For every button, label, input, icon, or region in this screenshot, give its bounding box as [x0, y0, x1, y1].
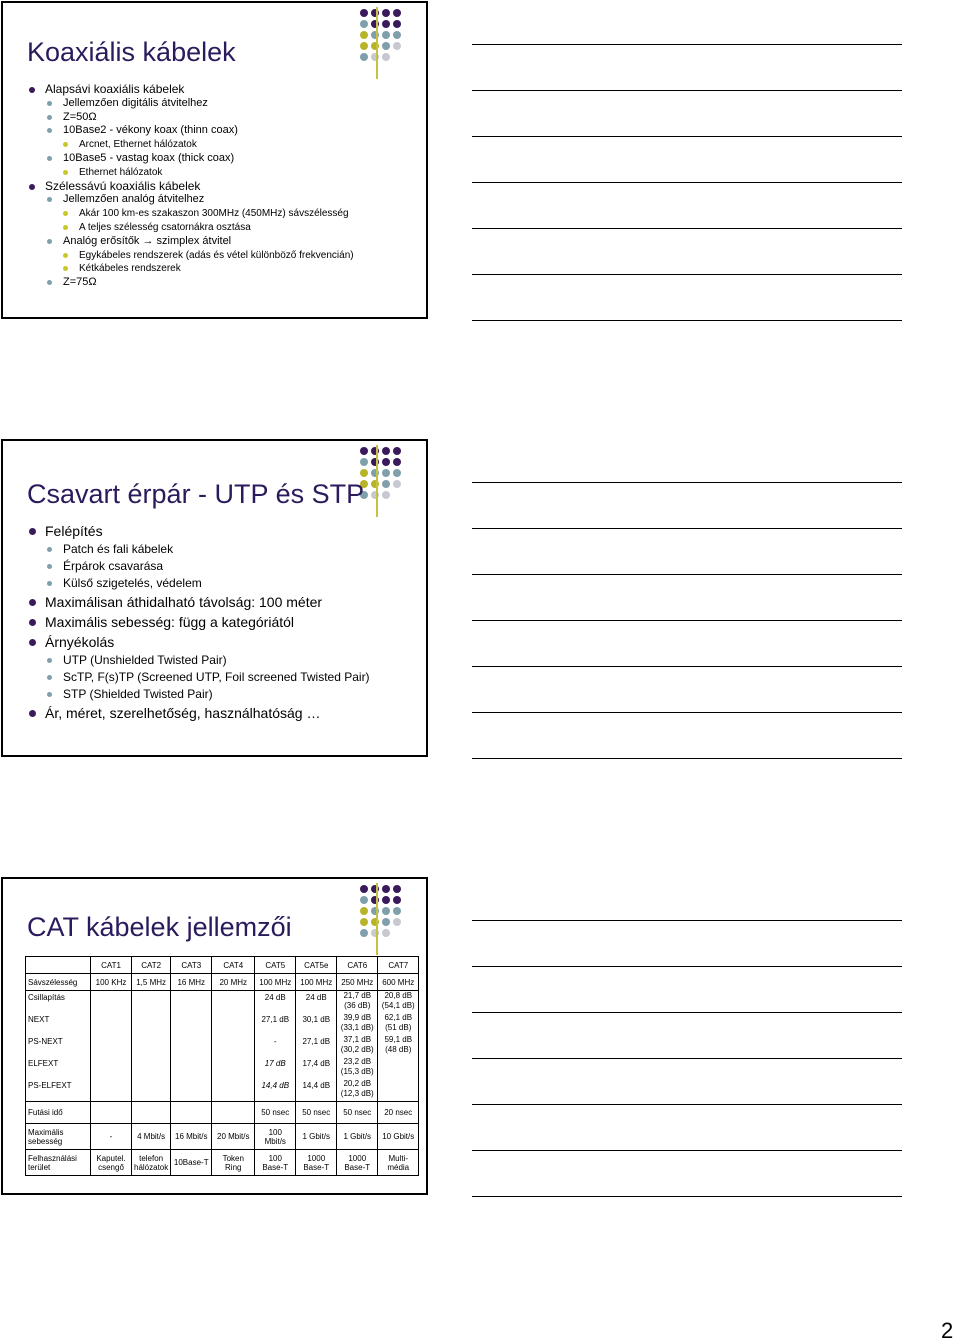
decor-dot [382, 907, 390, 915]
table-cell: 250 MHz [337, 974, 378, 991]
note-line [472, 320, 902, 321]
decor-dot [382, 447, 390, 455]
table-cell: 20 MHz [212, 974, 255, 991]
bullet-item: Ethernet hálózatok [27, 166, 354, 180]
table-cell: 100 Mbit/s [255, 1124, 296, 1150]
table-cell: Token Ring [212, 1150, 255, 1176]
decor-dot [360, 9, 368, 17]
note-line [472, 620, 902, 621]
decor-dot [360, 53, 368, 61]
page-number: 2 [941, 1318, 954, 1343]
label: ELFEXT [28, 1059, 59, 1068]
decor-dot [393, 9, 401, 17]
table-cell: Futási idő [26, 1102, 91, 1124]
note-line [472, 1058, 902, 1059]
table-cell: 1,5 MHz [132, 974, 171, 991]
table-cell: 50 nsec [296, 1102, 337, 1124]
decor-dot [393, 896, 401, 904]
decor-dot [360, 31, 368, 39]
bullet-item: Külső szigetelés, védelem [27, 575, 370, 592]
table-cell: 4 Mbit/s [132, 1124, 171, 1150]
note-line [472, 712, 902, 713]
decor-dot [360, 896, 368, 904]
value: 27,1 dB [302, 1037, 331, 1046]
note-line [472, 1150, 902, 1151]
note-line [472, 228, 902, 229]
slide-title: Koaxiális kábelek [27, 37, 236, 67]
decor-dot [360, 469, 368, 477]
bullet-item: Z=50Ω [27, 111, 354, 125]
table-cell: 100 MHz [296, 974, 337, 991]
decor-dot [360, 918, 368, 926]
label: PS-NEXT [28, 1037, 63, 1046]
table-cell: CAT3 [171, 957, 212, 974]
value: 39,9 dB (33,1 dB) [340, 1013, 374, 1032]
value: 14,4 dB [302, 1081, 331, 1090]
table-cell [91, 1102, 132, 1124]
table-cell: CAT4 [212, 957, 255, 974]
note-line [472, 182, 902, 183]
decor-dot [360, 20, 368, 28]
table-cell: 1000 Base-T [296, 1150, 337, 1176]
decor-dot [382, 53, 390, 61]
note-line [472, 90, 902, 91]
cat5-values [255, 991, 296, 1102]
value: - [273, 1037, 277, 1046]
table-cell: 10Base-T [171, 1150, 212, 1176]
table-cell: 50 nsec [255, 1102, 296, 1124]
table-row [26, 974, 419, 991]
table-cell: 20 nsec [378, 1102, 419, 1124]
value: 62,1 dB (51 dB) [384, 1013, 413, 1032]
table-row [26, 1102, 419, 1124]
table-cell: 1000 Base-T [337, 1150, 378, 1176]
value: 30,1 dB [302, 1015, 331, 1024]
decor-dot [382, 469, 390, 477]
table-row [26, 1124, 419, 1150]
decor-dot [393, 907, 401, 915]
label: NEXT [28, 1015, 50, 1024]
table-row [26, 991, 419, 1102]
cat-table [25, 956, 419, 1176]
decor-dot [382, 491, 390, 499]
bullet-item: Szélessávú koaxiális kábelek [27, 180, 354, 194]
table-cell [171, 991, 212, 1102]
value: 37,1 dB (30,2 dB) [340, 1035, 374, 1054]
decor-dot [382, 480, 390, 488]
bullet-item: Egykábeles rendszerek (adás és vétel különböző frekvencián) [27, 249, 354, 263]
decor-dot [393, 42, 401, 50]
decor-dot [393, 31, 401, 39]
bullet-item: Alapsávi koaxiális kábelek [27, 83, 354, 97]
value: 17,4 dB [302, 1059, 331, 1068]
note-line [472, 758, 902, 759]
table-row [26, 1150, 419, 1176]
note-line [472, 274, 902, 275]
slide-title: Csavart érpár - UTP és STP [27, 479, 365, 509]
decor-dot [360, 447, 368, 455]
decor-dot [382, 458, 390, 466]
bullet-item: Akár 100 km-es szakaszon 300MHz (450MHz) sávszélesség [27, 207, 354, 221]
note-line [472, 966, 902, 967]
bullet-item: STP (Shielded Twisted Pair) [27, 686, 370, 703]
value: 20,8 dB (54,1 dB) [381, 991, 415, 1010]
note-line [472, 574, 902, 575]
decor-dot [382, 896, 390, 904]
table-cell [212, 1102, 255, 1124]
cat6-values [337, 991, 378, 1102]
table-cell: Multi-média [378, 1150, 419, 1176]
table-cell: CAT7 [378, 957, 419, 974]
note-line [472, 666, 902, 667]
decor-dot [360, 885, 368, 893]
slide-csavart-erpar [1, 439, 428, 757]
table-cell [132, 991, 171, 1102]
note-line [472, 1012, 902, 1013]
table-cell: Felhasználási terület [26, 1150, 91, 1176]
note-line [472, 920, 902, 921]
bullet-item: UTP (Unshielded Twisted Pair) [27, 652, 370, 669]
table-cell: Maximális sebesség [26, 1124, 91, 1150]
note-line [472, 44, 902, 45]
bullet-list [27, 521, 370, 723]
table-cell: 1 Gbit/s [296, 1124, 337, 1150]
cat7-values [378, 991, 419, 1102]
bullet-item: 10Base2 - vékony koax (thinn coax) [27, 124, 354, 138]
table-cell: CAT5e [296, 957, 337, 974]
table-cell: CAT5 [255, 957, 296, 974]
bullet-item: Maximálisan áthidalható távolság: 100 méter [27, 592, 370, 612]
table-cell: 100 Base-T [255, 1150, 296, 1176]
table-cell: 20 Mbit/s [212, 1124, 255, 1150]
table-cell: - [91, 1124, 132, 1150]
table-cell [171, 1102, 212, 1124]
bullet-list [27, 83, 354, 290]
bullet-item: ScTP, F(s)TP (Screened UTP, Foil screened Twisted Pair) [27, 669, 370, 686]
meas-labels [26, 991, 91, 1102]
table-cell: 600 MHz [378, 974, 419, 991]
bullet-item: Jellemzően digitális átvitelhez [27, 97, 354, 111]
bullet-item: Patch és fali kábelek [27, 541, 370, 558]
table-cell: Sávszélesség [26, 974, 91, 991]
slide-title: CAT kábelek jellemzői [27, 912, 292, 942]
table-cell: Kaputel. csengő [91, 1150, 132, 1176]
accent-line [376, 7, 378, 79]
value: 20,2 dB (12,3 dB) [340, 1079, 374, 1098]
decor-dot [393, 447, 401, 455]
table-cell: 1 Gbit/s [337, 1124, 378, 1150]
slide-cat-kabelek [1, 877, 428, 1195]
table-cell: CAT2 [132, 957, 171, 974]
decor-dot [382, 929, 390, 937]
accent-line [376, 883, 378, 955]
note-line [472, 1104, 902, 1105]
bullet-item: Analóg erősítők → szimplex átvitel [27, 235, 354, 249]
value: 23,2 dB (15,3 dB) [340, 1057, 374, 1076]
table-cell [212, 991, 255, 1102]
note-line [472, 482, 902, 483]
label: PS-ELFEXT [28, 1081, 72, 1090]
bullet-item: Z=75Ω [27, 276, 354, 290]
accent-line [376, 445, 378, 517]
table-cell [132, 1102, 171, 1124]
bullet-item: Felépítés [27, 521, 370, 541]
table-cell: 16 Mbit/s [171, 1124, 212, 1150]
table-header-row [26, 957, 419, 974]
decor-dot [360, 929, 368, 937]
table-cell: telefon hálózatok [132, 1150, 171, 1176]
bullet-item: Arcnet, Ethernet hálózatok [27, 138, 354, 152]
slide-koaxialis [1, 1, 428, 319]
decor-dot [393, 480, 401, 488]
decor-dot [393, 885, 401, 893]
decor-dot [393, 469, 401, 477]
bullet-item: 10Base5 - vastag koax (thick coax) [27, 152, 354, 166]
value: 59,1 dB (48 dB) [384, 1035, 413, 1054]
label: Csillapítás [28, 993, 65, 1002]
decor-dot [382, 42, 390, 50]
table-cell: CAT1 [91, 957, 132, 974]
bullet-item: A teljes szélesség csatornákra osztása [27, 221, 354, 235]
value: 17 dB [264, 1059, 286, 1068]
table-cell [26, 957, 91, 974]
value: 24 dB [264, 993, 286, 1002]
bullet-item: Ár, méret, szerelhetőség, használhatóság … [27, 703, 370, 723]
table-cell: 16 MHz [171, 974, 212, 991]
bullet-item: Jellemzően analóg átvitelhez [27, 193, 354, 207]
value: 14,4 dB [261, 1081, 290, 1090]
bullet-item: Kétkábeles rendszerek [27, 262, 354, 276]
note-line [472, 1196, 902, 1197]
decor-dot [393, 918, 401, 926]
note-line [472, 528, 902, 529]
note-line [472, 136, 902, 137]
bullet-item: Maximális sebesség: függ a kategóriától [27, 612, 370, 632]
decor-dot [382, 9, 390, 17]
value: 24 dB [305, 993, 327, 1002]
decor-dot [382, 918, 390, 926]
decor-dot [382, 31, 390, 39]
decor-dot [360, 907, 368, 915]
table-cell: CAT6 [337, 957, 378, 974]
table-cell: 10 Gbit/s [378, 1124, 419, 1150]
table-cell: 50 nsec [337, 1102, 378, 1124]
value: 21,7 dB (36 dB) [343, 991, 372, 1010]
table-cell [91, 991, 132, 1102]
decor-dot [393, 20, 401, 28]
cat5e-values [296, 991, 337, 1102]
value: 27,1 dB [261, 1015, 290, 1024]
decor-dot [393, 458, 401, 466]
bullet-item: Érpárok csavarása [27, 558, 370, 575]
bullet-item: Árnyékolás [27, 632, 370, 652]
decor-dot [382, 20, 390, 28]
table-cell: 100 MHz [255, 974, 296, 991]
decor-dot [360, 458, 368, 466]
decor-dot [382, 885, 390, 893]
table-cell: 100 KHz [91, 974, 132, 991]
decor-dot [360, 42, 368, 50]
